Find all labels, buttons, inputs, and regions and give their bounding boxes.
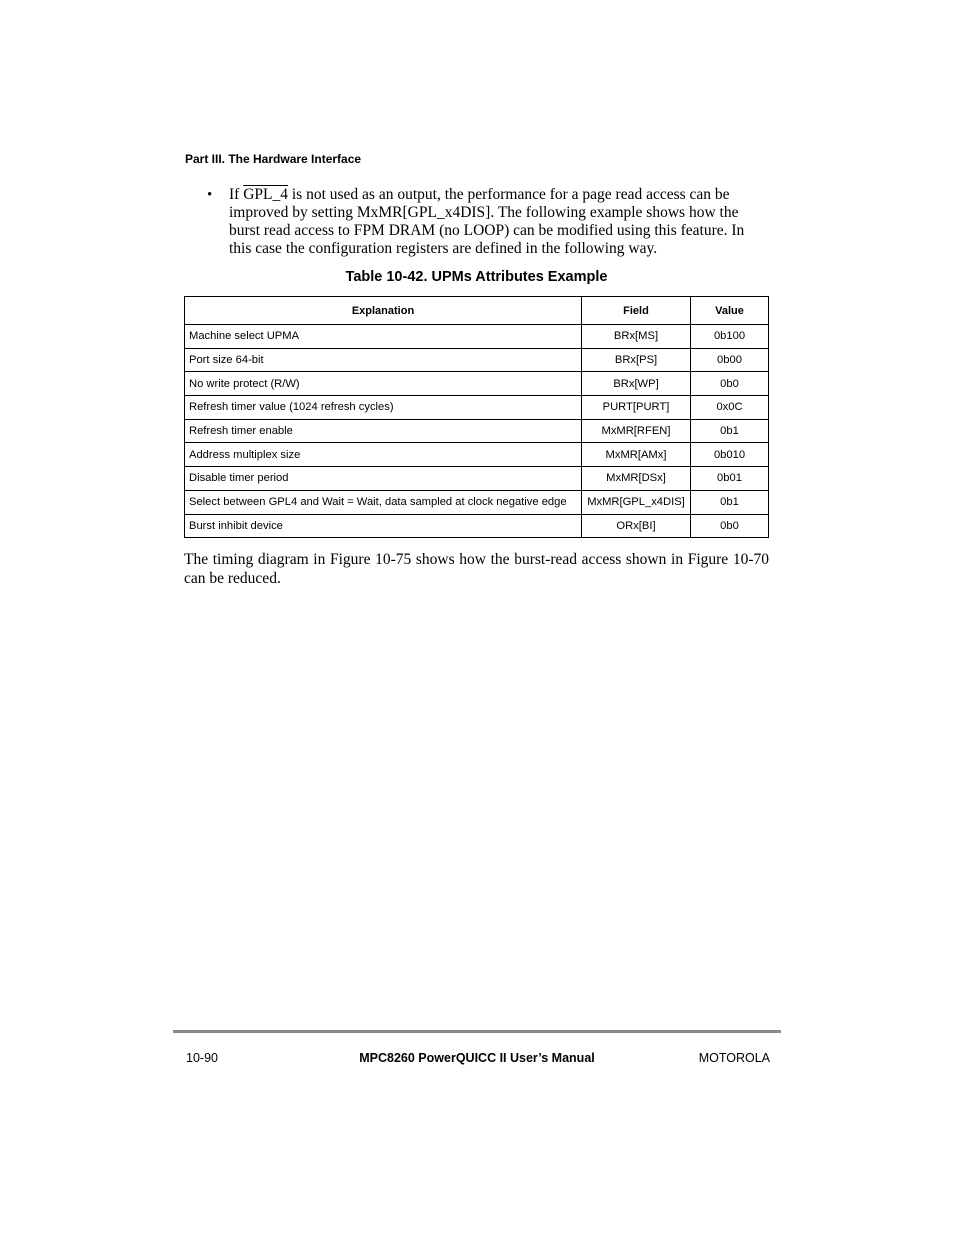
cell-field: BRx[WP] <box>582 372 691 396</box>
running-header: Part III. The Hardware Interface <box>185 152 362 166</box>
table-row <box>185 396 769 420</box>
cell-field: BRx[MS] <box>582 325 691 349</box>
column-header-field: Field <box>582 297 691 325</box>
cell-field: ORx[BI] <box>582 514 691 538</box>
table-row <box>185 514 769 538</box>
cell-field: PURT[PURT] <box>582 396 691 420</box>
bullet-item <box>207 186 767 258</box>
cell-explanation: Address multiplex size <box>185 443 582 467</box>
cell-explanation: No write protect (R/W) <box>185 372 582 396</box>
cell-value: 0b0 <box>691 372 769 396</box>
table-header-row <box>185 297 769 325</box>
table-row <box>185 490 769 514</box>
table-row <box>185 467 769 491</box>
cell-explanation: Refresh timer enable <box>185 419 582 443</box>
cell-explanation: Select between GPL4 and Wait = Wait, data sampled at clock negative edge <box>185 490 582 514</box>
cell-explanation: Burst inhibit device <box>185 514 582 538</box>
table-row <box>185 372 769 396</box>
cell-value: 0b1 <box>691 490 769 514</box>
cell-value: 0b1 <box>691 419 769 443</box>
table-row <box>185 325 769 349</box>
cell-explanation: Port size 64-bit <box>185 348 582 372</box>
column-header-value: Value <box>691 297 769 325</box>
cell-field: MxMR[RFEN] <box>582 419 691 443</box>
table-row <box>185 348 769 372</box>
cell-value: 0b01 <box>691 467 769 491</box>
column-header-explanation: Explanation <box>185 297 582 325</box>
cell-field: MxMR[AMx] <box>582 443 691 467</box>
cell-value: 0b0 <box>691 514 769 538</box>
bullet-body: is not used as an output, the performance for a page read access can be improved by setting MxMR[GPL_x4DIS]. The following example shows how the burst read access to FPM DRAM (no LOOP) can be modified using this feature. In this case the configuration registers are defined in the following way. <box>229 186 745 257</box>
table-row <box>185 443 769 467</box>
cell-value: 0b010 <box>691 443 769 467</box>
footer-divider <box>173 1030 781 1033</box>
table-row <box>185 419 769 443</box>
upm-attributes-table <box>184 296 769 538</box>
signal-name: GPL_4 <box>243 186 288 203</box>
footer-company: MOTOROLA <box>698 1051 770 1065</box>
cell-field: MxMR[GPL_x4DIS] <box>582 490 691 514</box>
cell-explanation: Disable timer period <box>185 467 582 491</box>
bullet-lead: If <box>229 186 244 203</box>
bullet-icon: • <box>207 187 213 203</box>
cell-value: 0b100 <box>691 325 769 349</box>
cell-field: MxMR[DSx] <box>582 467 691 491</box>
cell-value: 0b00 <box>691 348 769 372</box>
footer-manual-title: MPC8260 PowerQUICC II User’s Manual <box>359 1051 595 1065</box>
body-paragraph: The timing diagram in Figure 10-75 shows how the burst-read access shown in Figure 10-70 can be reduced. <box>184 551 769 587</box>
footer-page-number: 10-90 <box>186 1051 218 1065</box>
cell-field: BRx[PS] <box>582 348 691 372</box>
table-caption: Table 10-42. UPMs Attributes Example <box>345 269 608 285</box>
cell-explanation: Refresh timer value (1024 refresh cycles) <box>185 396 582 420</box>
cell-explanation: Machine select UPMA <box>185 325 582 349</box>
bullet-text <box>229 186 767 258</box>
cell-value: 0x0C <box>691 396 769 420</box>
